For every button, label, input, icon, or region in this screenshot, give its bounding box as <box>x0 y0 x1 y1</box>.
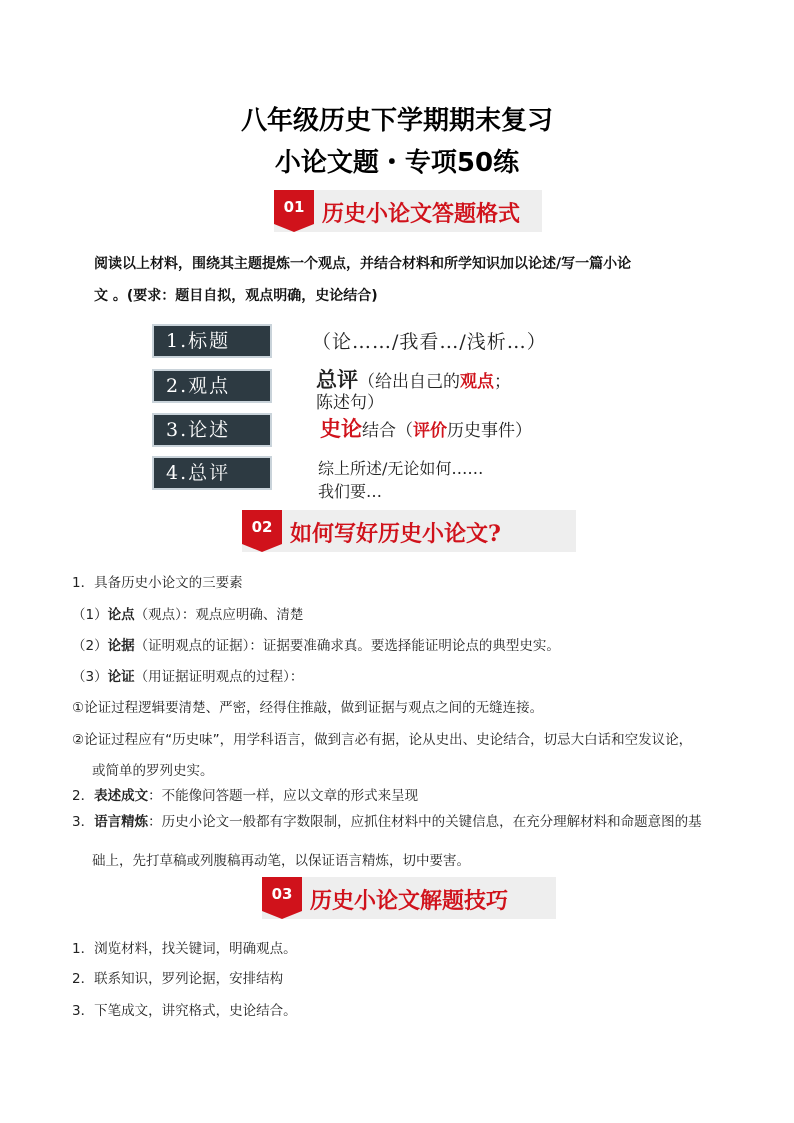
body-line: 础上，先打草稿或列腹稿再动笔，以保证语言精炼，切中要害。 <box>92 853 470 869</box>
body-line: ①论证过程逻辑要清楚、严密，经得住推敲，做到证据与观点之间的无缝连接。 <box>72 700 544 716</box>
section-number-badge: 02 <box>242 510 282 552</box>
section-header-01 <box>274 190 542 232</box>
step-desc-argument: 史论结合（评价历史事件） <box>320 416 532 441</box>
section-title: 如何写好历史小论文? <box>290 521 501 547</box>
step-desc-summary: 综上所述/无论如何…… <box>318 459 484 478</box>
section-number-badge: 03 <box>262 877 302 919</box>
step-box-viewpoint: 2.观点 <box>152 369 272 403</box>
body-line: （2）论据（证明观点的证据）：证据要准确求真。要选择能证明论点的典型史实。 <box>72 638 560 654</box>
step-box-summary: 4.总评 <box>152 456 272 490</box>
body-line: （1）论点（观点）：观点应明确、清楚 <box>72 607 304 623</box>
body-line: 1．浏览材料，找关键词，明确观点。 <box>72 941 297 957</box>
body-line: （3）论证（用证据证明观点的过程）： <box>72 669 304 685</box>
body-line: 1．具备历史小论文的三要素 <box>72 575 243 591</box>
section-header-02 <box>242 510 576 552</box>
section-number-badge: 01 <box>274 190 314 232</box>
doc-title-line2: 小论文题・专项50练 <box>274 148 520 178</box>
instruction-line2: 文 。(要求：题目自拟，观点明确，史论结合) <box>94 288 378 304</box>
section-title: 历史小论文答题格式 <box>322 201 521 227</box>
body-line: ②论证过程应有“历史味”，用学科语言，做到言必有据，论从史出、史论结合，切忌大白话和空发议论， <box>72 732 693 748</box>
step-desc-viewpoint-line2: 陈述句） <box>316 393 384 413</box>
step-desc-summary-line2: 我们要… <box>318 482 383 501</box>
section-header-03 <box>262 877 556 919</box>
body-line: 2．表述成文：不能像问答题一样，应以文章的形式来呈现 <box>72 788 419 804</box>
step-box-title: 1.标题 <box>152 324 272 358</box>
section-title: 历史小论文解题技巧 <box>310 888 509 914</box>
step-box-argument: 3.论述 <box>152 413 272 447</box>
doc-title-line1: 八年级历史下学期期末复习 <box>240 106 553 136</box>
instruction-line1: 阅读以上材料，围绕其主题提炼一个观点，并结合材料和所学知识加以论述/写一篇小论 <box>94 256 632 272</box>
step-desc-viewpoint: 总评（给出自己的观点； <box>316 367 511 392</box>
body-line: 3．下笔成文，讲究格式，史论结合。 <box>72 1003 297 1019</box>
body-line: 2．联系知识，罗列论据，安排结构 <box>72 971 284 987</box>
body-line: 或简单的罗列史实。 <box>92 763 214 779</box>
step-desc-title: （论……/我看…/浅析…） <box>312 331 547 353</box>
body-line: 3．语言精炼：历史小论文一般都有字数限制，应抓住材料中的关键信息，在充分理解材料和命题意图的基 <box>72 814 702 830</box>
